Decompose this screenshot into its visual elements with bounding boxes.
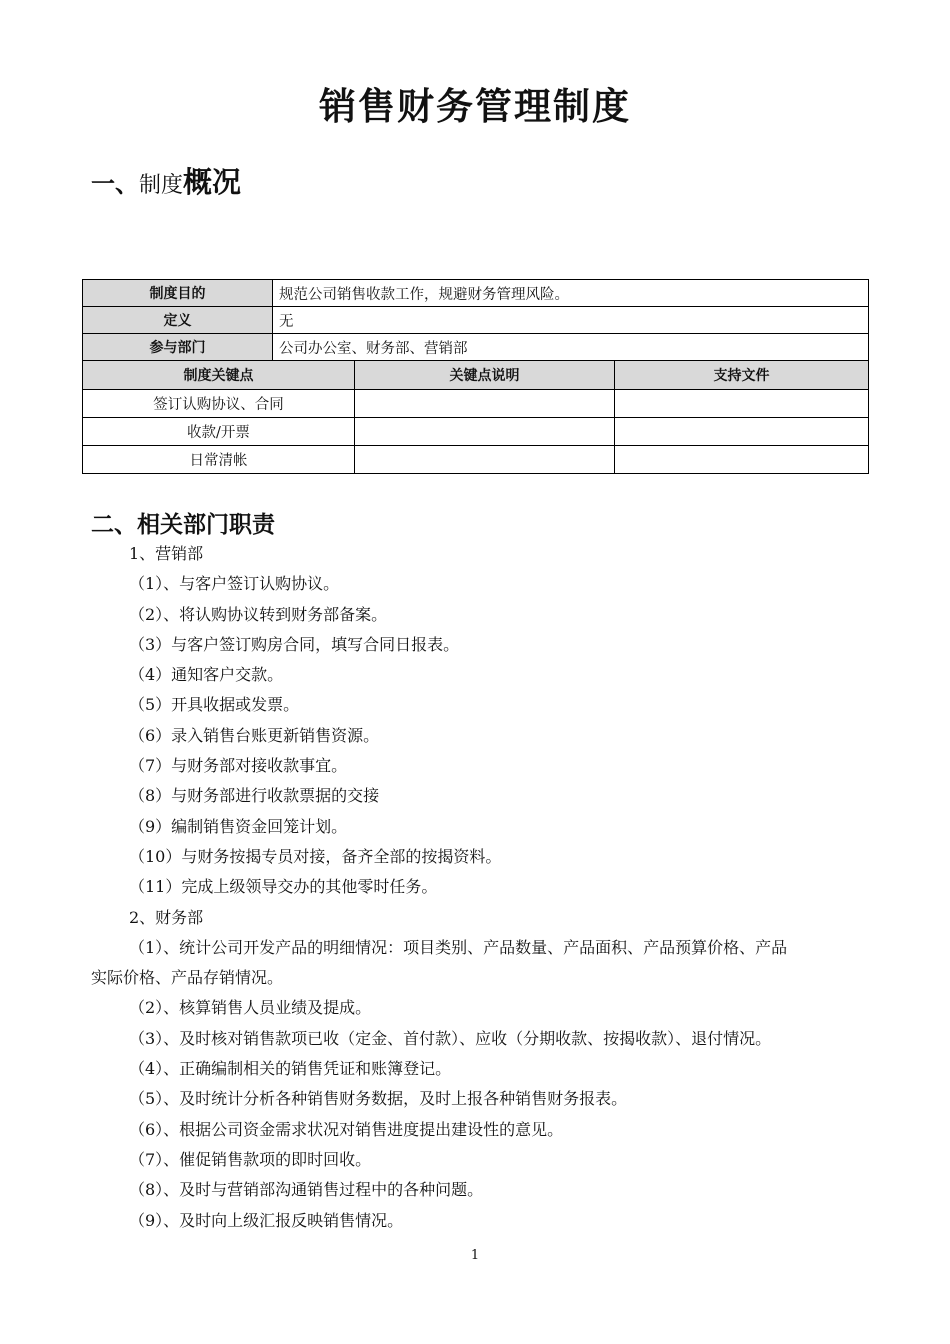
list-item: （9）编制销售资金回笼计划。 [129,816,348,836]
list-item: （5）开具收据或发票。 [129,695,300,715]
section-title-small: 制度 [139,173,184,198]
keypoint-file [615,446,869,474]
list-item: （10）与财务按揭专员对接，备齐全部的按揭资料。 [129,846,502,866]
list-item: （6）、根据公司资金需求状况对销售进度提出建设性的意见。 [129,1119,564,1139]
table-row [83,280,869,307]
list-item: （3）与客户签订购房合同，填写合同日报表。 [129,634,460,654]
section-number: 一、 [91,170,139,198]
list-item: （1）、与客户签订认购协议。 [129,574,340,594]
keypoint-file [615,418,869,446]
policy-overview-table [82,279,869,474]
list-item: （11）完成上级领导交办的其他零时任务。 [129,877,438,897]
table-row [83,334,869,361]
responsibilities-body [91,539,891,1236]
keypoint-name: 签订认购协议、合同 [83,390,355,418]
section-heading-overview [91,160,241,201]
list-item: （2）、核算销售人员业绩及提成。 [129,998,372,1018]
document-title: 销售财务管理制度 [319,85,631,128]
table-header-row [83,361,869,390]
list-item: （2）、将认购协议转到财务部备案。 [129,604,388,624]
section-heading-responsibilities: 二、相关部门职责 [91,512,275,538]
row-label: 参与部门 [83,334,273,361]
row-label: 制度目的 [83,280,273,307]
keypoint-name: 收款/开票 [83,418,355,446]
subsection-title-marketing: 1、营销部 [129,544,204,563]
table-row [83,307,869,334]
page-number: 1 [470,1248,480,1263]
list-item: （7）、催促销售款项的即时回收。 [129,1149,372,1169]
list-item: （4）、正确编制相关的销售凭证和账簿登记。 [129,1059,452,1079]
table-row [83,446,869,474]
row-label: 定义 [83,307,273,334]
row-value: 规范公司销售收款工作，规避财务管理风险。 [273,280,869,307]
table-row [83,418,869,446]
keypoint-desc [355,390,615,418]
row-value: 公司办公室、财务部、营销部 [273,334,869,361]
list-item: （8）与财务部进行收款票据的交接 [129,786,380,806]
list-item: （5）、及时统计分析各种销售财务数据，及时上报各种销售财务报表。 [129,1089,628,1109]
list-item: （8）、及时与营销部沟通销售过程中的各种问题。 [129,1180,484,1200]
keypoint-desc [355,418,615,446]
keypoint-desc [355,446,615,474]
column-header: 支持文件 [615,361,869,390]
list-item: （1）、统计公司开发产品的明细情况：项目类别、产品数量、产品面积、产品预算价格、产品 [129,937,788,957]
list-item: （6）录入销售台账更新销售资源。 [129,725,380,745]
keypoint-name: 日常清帐 [83,446,355,474]
section-title-big: 概况 [183,165,242,199]
list-item-continuation: 实际价格、产品存销情况。 [91,968,284,988]
list-item: （4）通知客户交款。 [129,665,284,685]
list-item: （9）、及时向上级汇报反映销售情况。 [129,1210,404,1230]
table-row [83,390,869,418]
column-header: 制度关键点 [83,361,355,390]
list-item: （3）、及时核对销售款项已收（定金、首付款）、应收（分期收款、按揭收款）、退付情况。 [129,1028,772,1048]
list-item: （7）与财务部对接收款事宜。 [129,756,348,776]
column-header: 关键点说明 [355,361,615,390]
keypoint-file [615,390,869,418]
subsection-title-finance: 2、财务部 [129,907,204,927]
row-value: 无 [273,307,869,334]
